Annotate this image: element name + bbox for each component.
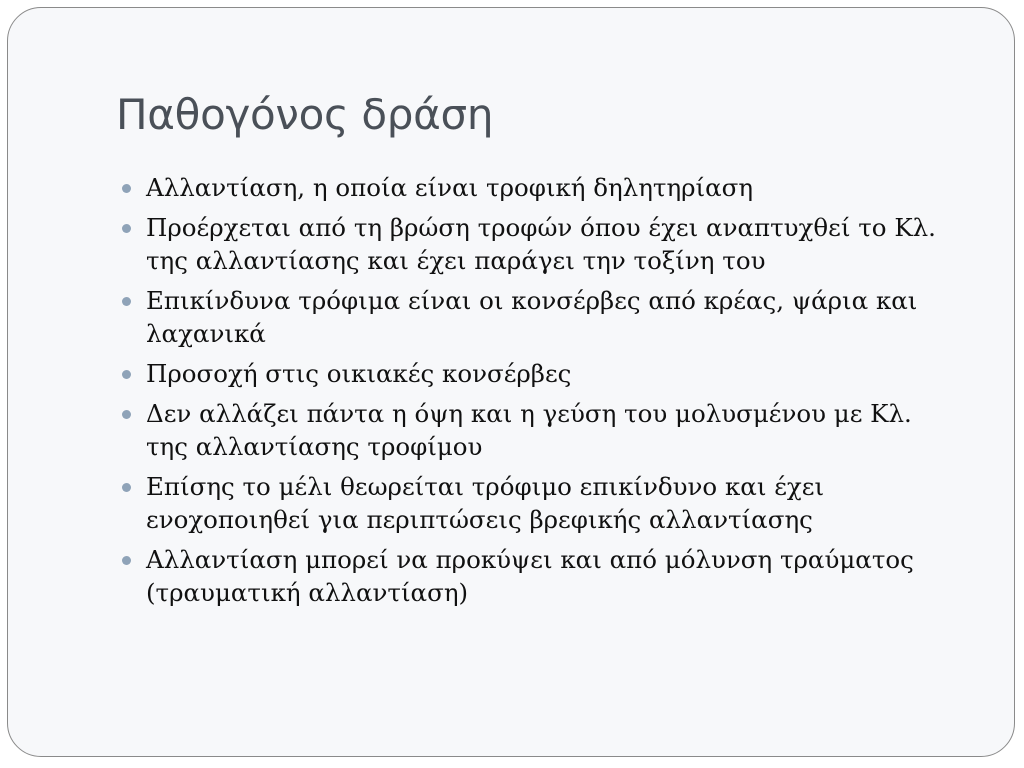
bullet-text: Δεν αλλάζει πάντα η όψη και η γεύση του μολυσμένου με Κλ. της αλλαντίασης τροφίμου (146, 399, 912, 461)
bullet-text: Προέρχεται από τη βρώση τροφών όπου έχει αναπτυχθεί το Κλ. της αλλαντίασης και έχει παράγει την τοξίνη του (146, 213, 936, 275)
bullet-dot-icon (122, 184, 131, 193)
bullet-text: Επικίνδυνα τρόφιμα είναι οι κονσέρβες από κρέας, ψάρια και λαχανικά (146, 286, 918, 348)
bullet-text: Προσοχή στις οικιακές κονσέρβες (146, 359, 572, 388)
bullet-dot-icon (122, 297, 131, 306)
bullet-text: Αλλαντίαση μπορεί να προκύψει και από μόλυνση τραύματος (τραυματική αλλαντίαση) (146, 545, 914, 607)
bullet-item (118, 284, 938, 350)
slide-title: Παθογόνος δράση (116, 90, 494, 139)
bullet-item (118, 470, 938, 536)
bullet-text: Επίσης το μέλι θεωρείται τρόφιμο επικίνδυνο και έχει ενοχοποιηθεί για περιπτώσεις βρεφικής αλλαντίασης (146, 472, 825, 534)
bullet-text: Αλλαντίαση, η οποία είναι τροφική δηλητηρίαση (146, 173, 754, 202)
bullet-item (118, 171, 938, 204)
bullet-dot-icon (122, 370, 131, 379)
slide (7, 7, 1015, 757)
bullet-list (118, 171, 938, 616)
bullet-item (118, 211, 938, 277)
bullet-item (118, 357, 938, 390)
bullet-dot-icon (122, 224, 131, 233)
bullet-item (118, 397, 938, 463)
bullet-dot-icon (122, 556, 131, 565)
bullet-dot-icon (122, 483, 131, 492)
bullet-item (118, 543, 938, 609)
bullet-dot-icon (122, 410, 131, 419)
